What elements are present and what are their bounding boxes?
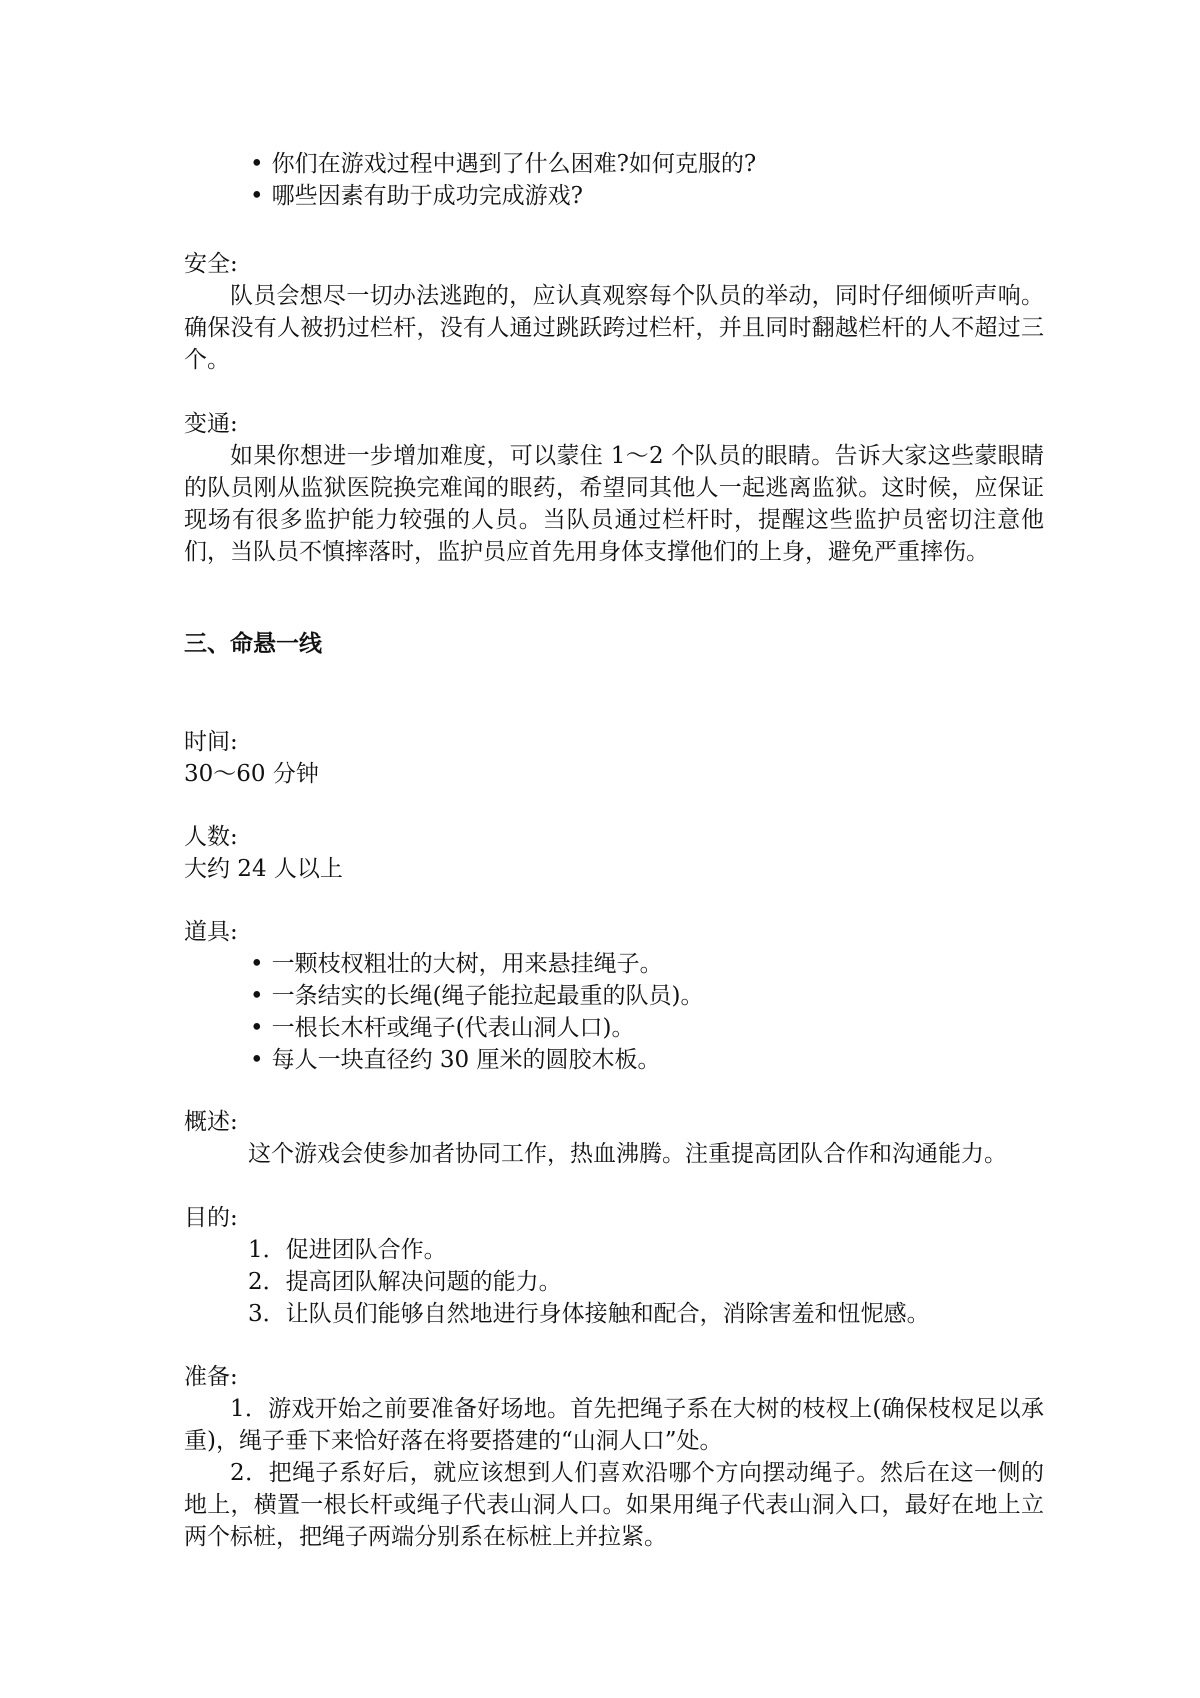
overview-label: 概述: [184,1109,238,1135]
props-item: • 一条结实的长绳(绳子能拉起最重的队员)。 [184,980,1044,1012]
time-value: 30～60 分钟 [184,761,319,787]
time-section [184,726,1044,790]
question-item: • 你们在游戏过程中遇到了什么困难?如何克服的? [184,148,1044,180]
overview-section [184,1106,1044,1170]
preparation-label: 准备: [184,1364,238,1390]
overview-paragraph: 这个游戏会使参加者协同工作，热血沸腾。注重提高团队合作和沟通能力。 [248,1141,1007,1167]
people-label: 人数: [184,824,238,850]
props-item: • 一根长木杆或绳子(代表山洞人口)。 [184,1012,1044,1044]
time-label: 时间: [184,729,238,755]
purpose-section [184,1202,1044,1330]
props-section [184,916,1044,1076]
question-item: • 哪些因素有助于成功完成游戏? [184,180,1044,212]
question-list [184,148,1044,212]
people-value: 大约 24 人以上 [184,856,343,882]
preparation-item: 2．把绳子系好后，就应该想到人们喜欢沿哪个方向摆动绳子。然后在这一侧的地上，横置一根长杆或绳子代表山洞人口。如果用绳子代表山洞入口，最好在地上立两个标桩，把绳子两端分别系在标桩上并拉紧。 [184,1460,1044,1550]
purpose-item: 2．提高团队解决问题的能力。 [248,1269,562,1295]
preparation-item: 1．游戏开始之前要准备好场地。首先把绳子系在大树的枝杈上(确保枝杈足以承重)，绳子垂下来恰好落在将要搭建的“山洞人口”处。 [184,1396,1044,1454]
purpose-label: 目的: [184,1205,238,1231]
safety-paragraph: 队员会想尽一切办法逃跑的，应认真观察每个队员的举动，同时仔细倾听声响。确保没有人被扔过栏杆，没有人通过跳跃跨过栏杆，并且同时翻越栏杆的人不超过三个。 [184,283,1044,373]
variation-section [184,408,1044,568]
variation-paragraph: 如果你想进一步增加难度，可以蒙住 1～2 个队员的眼睛。告诉大家这些蒙眼睛的队员刚从监狱医院换完难闻的眼药，希望同其他人一起逃离监狱。这时候，应保证现场有很多监护能力较强的人员。当队员通过栏杆时，提醒这些监护员密切注意他们，当队员不慎摔落时，监护员应首先用身体支撑他们的上身，避免严重摔伤。 [184,443,1044,565]
props-item: • 一颗枝杈粗壮的大树，用来悬挂绳子。 [184,948,1044,980]
safety-label: 安全: [184,251,238,277]
section-heading [184,628,1044,660]
props-item: • 每人一块直径约 30 厘米的圆胶木板。 [184,1044,1044,1076]
purpose-item: 1．促进团队合作。 [248,1237,447,1263]
safety-section [184,248,1044,376]
people-section [184,821,1044,885]
preparation-section [184,1361,1044,1553]
variation-label: 变通: [184,411,238,437]
purpose-item: 3．让队员们能够自然地进行身体接触和配合，消除害羞和忸怩感。 [248,1301,930,1327]
props-label: 道具: [184,919,238,945]
section-title: 三、命悬一线 [184,631,322,657]
